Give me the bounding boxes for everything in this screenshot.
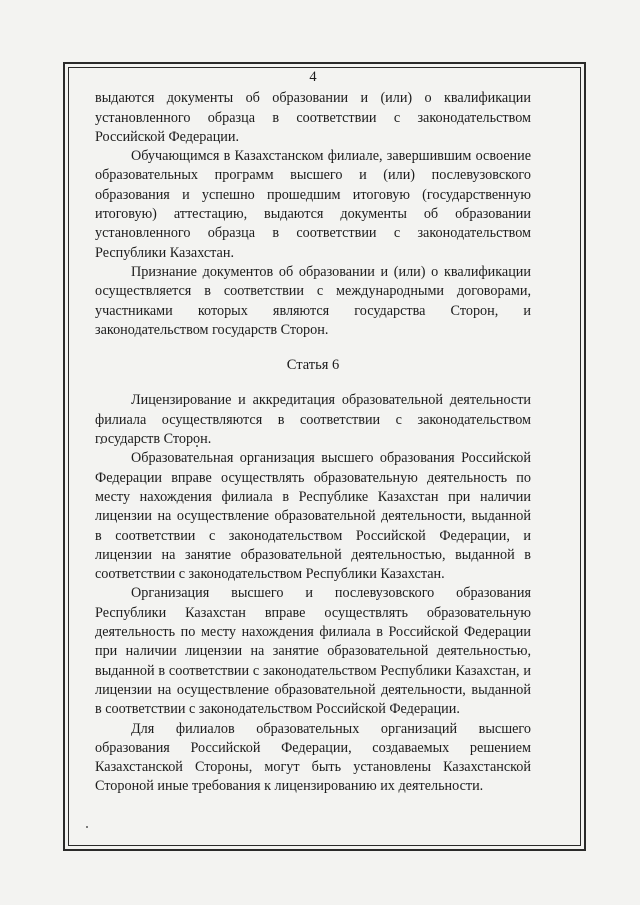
- paragraph: Образовательная организация высшего образования Российской Федерации вправе осуществлять образовательную деятельность по месту нахождения филиала в Республике Казахстан при наличии лицензии на осуществление образовательной деятельности, выданной в соответствии с законодательством Российской Федерации, и лицензии на занятие образовательной деятельностью, выданной в соответствии с законодательством Республики Казахстан.: [95, 450, 531, 583]
- article-6-body: [95, 391, 531, 796]
- page-number: 4: [309, 69, 317, 85]
- article-title: Статья 6: [286, 357, 340, 374]
- paragraph: выдаются документы об образовании и (или) о квалификации установленного образца в соответствии с законодательством Российской Федерации.: [95, 90, 531, 145]
- scan-speck: [86, 826, 88, 828]
- paragraph: Лицензирование и аккредитация образовательной деятельности филиала осуществляются в соответствии с законодательством государств Сторон.: [95, 392, 531, 448]
- paragraph: Признание документов об образовании и (или) о квалификации осуществляется в соответствии с международными договорами, участниками которых являются государства Сторон, и законодательством государств Сторон.: [95, 263, 531, 338]
- section-before-article: [95, 89, 531, 340]
- paragraph: Организация высшего и послевузовского образования Республики Казахстан вправе осуществлять образовательную деятельность по месту нахождения филиала в Российской Федерации при наличии лицензии на занятие образовательной деятельностью, выданной в соответствии с законодательством Республики Казахстан, и лицензии на осуществление образовательной деятельности, выданной в соответствии с законодательством Российской Федерации.: [95, 585, 531, 718]
- document-body: [95, 68, 531, 797]
- paragraph: Для филиалов образовательных организаций высшего образования Российской Федерации, создаваемых решением Казахстанской Стороны, могут быть установлены Казахстанской Стороной иные требования к лицензированию их деятельности.: [95, 720, 531, 795]
- paragraph: Обучающимся в Казахстанском филиале, завершившим освоение образовательных программ высшего и (или) послевузовского образования и успешно прошедшим итоговую (государственную итоговую) аттестацию, выдаются документы об образовании установленного образца в соответствии с законодательством Республики Казахстан.: [95, 148, 531, 261]
